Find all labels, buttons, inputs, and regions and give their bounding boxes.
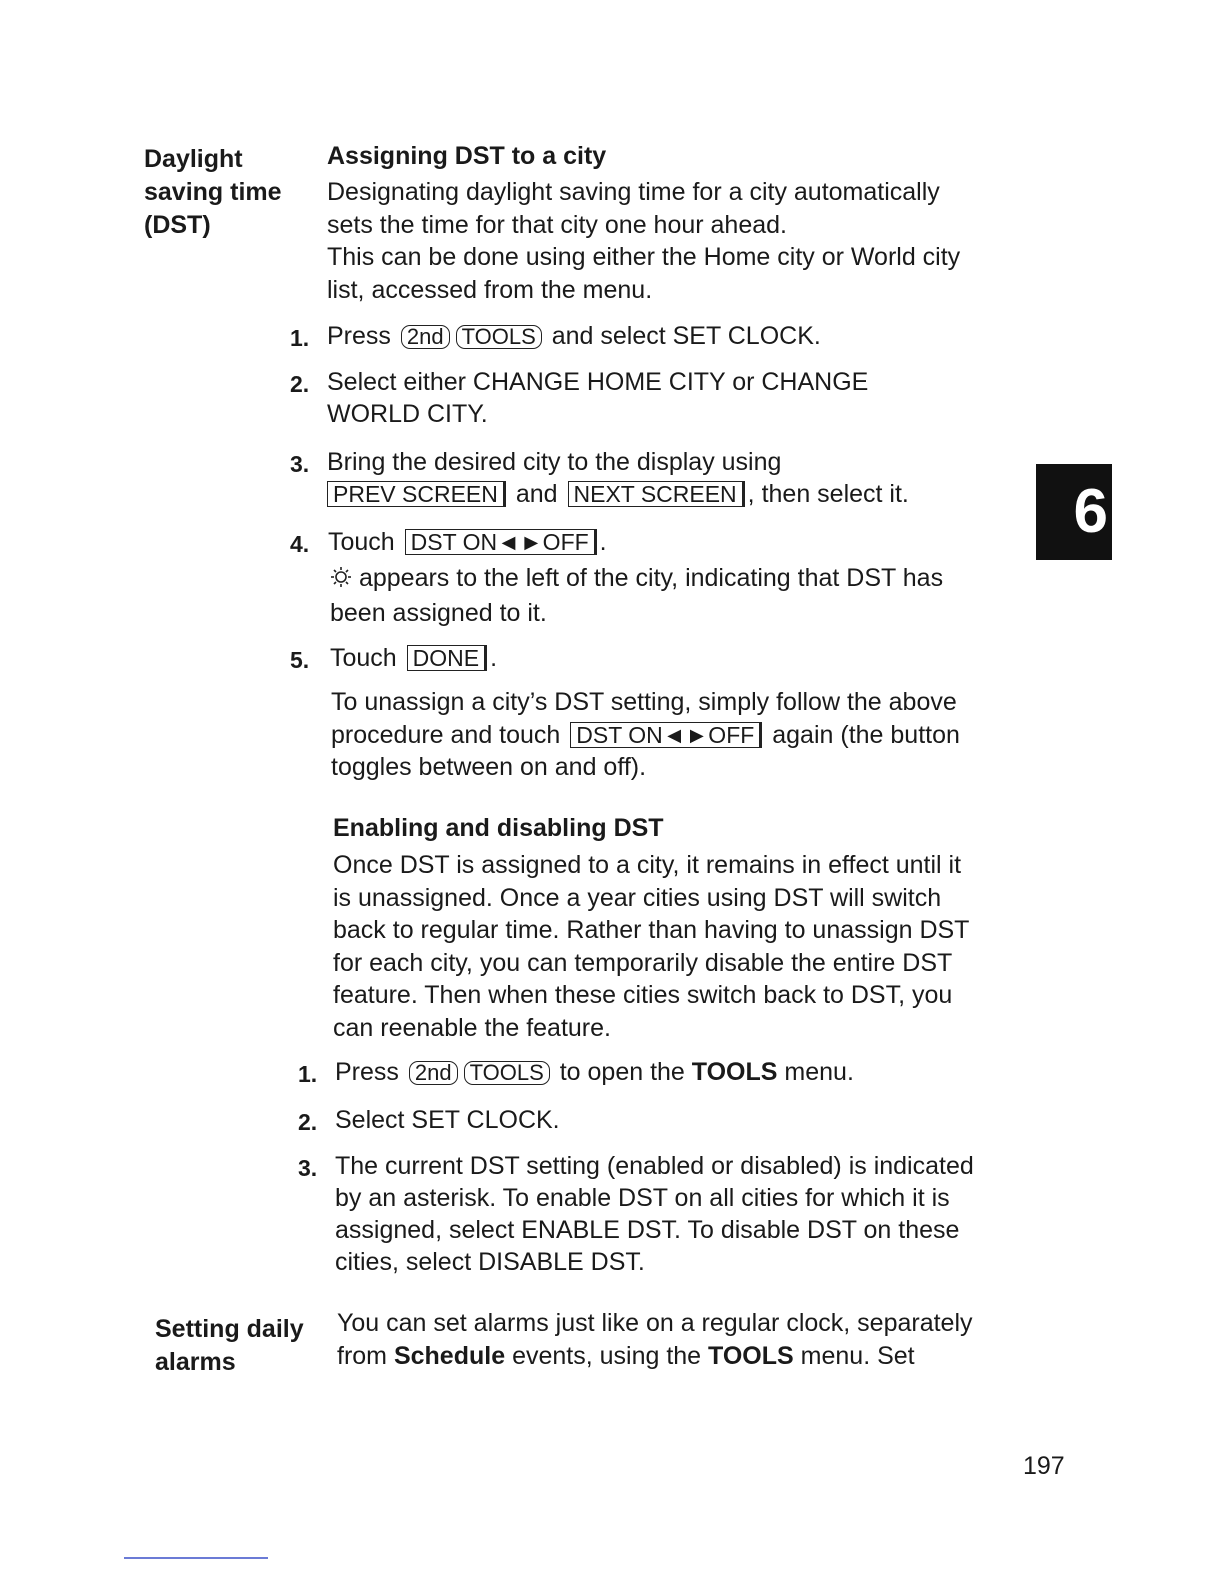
step-text: cities, select DISABLE DST. [335,1248,645,1276]
paragraph-line: You can set alarms just like on a regular clock, separately [337,1309,973,1337]
paragraph-line: toggles between on and off). [331,753,647,781]
paragraph-text: procedure and touch [331,720,561,749]
dst-sun-icon [330,564,352,597]
chapter-tab: 6 [1036,464,1112,560]
paragraph-line: list, accessed from the menu. [327,275,653,304]
step-text: . [599,528,607,556]
step-text: Press [327,322,391,350]
paragraph-line: This can be done using either the Home city or World city [327,243,961,271]
step-number: 2. [290,371,310,397]
section1-step-3 [290,446,909,510]
paragraph-text: menu. Set [800,1341,915,1370]
done-button: DONE [407,645,487,671]
section1-step-4-note [330,562,943,629]
step-text: . [490,644,498,672]
alarms-side-heading [155,1313,304,1379]
step-text: , then select it. [747,480,909,508]
step-number: 2. [298,1109,318,1135]
section1-title: Assigning DST to a city [327,142,607,170]
footer-line [124,1557,268,1559]
step-text: Select SET CLOCK. [335,1106,560,1134]
paragraph-line: sets the time for that city one hour ahead. [327,210,787,239]
paragraph-line: Designating daylight saving time for a city automatically [327,178,940,206]
step-text: Touch [330,644,397,672]
step-text: Select either CHANGE HOME CITY or CHANGE [327,368,869,396]
section1-step-1 [290,320,821,352]
step-number: 5. [290,647,310,673]
paragraph-line: can reenable the feature. [333,1013,611,1042]
unassign-paragraph [331,686,960,784]
paragraph-text: again (the button [772,720,960,749]
step-number: 3. [298,1155,318,1181]
step-text: Bring the desired city to the display using [327,448,782,476]
2nd-key: 2nd [409,1061,458,1085]
step-number: 1. [290,325,310,351]
section2-intro [333,849,969,1044]
side-heading-line: alarms [155,1348,236,1376]
dst-on-off-button: DST ON◄►OFF [570,722,762,748]
section1-step-5 [290,642,498,674]
paragraph-line: is unassigned. Once a year cities using DST will switch [333,883,942,912]
paragraph-line: feature. Then when these cities switch back to DST, you [333,981,953,1009]
prev-screen-button: PREV SCREEN [327,481,506,507]
paragraph-line: To unassign a city’s DST setting, simply follow the above [331,688,957,716]
note-text: been assigned to it. [330,598,547,627]
side-heading-line: Setting daily [155,1315,304,1343]
dst-side-heading [144,143,282,242]
tools-key: TOOLS [464,1061,550,1085]
alarms-paragraph [337,1307,973,1372]
side-heading-line: Daylight [144,145,243,173]
step-text: and select SET CLOCK. [551,322,821,350]
step-number: 1. [298,1061,318,1087]
step-text: Touch [328,528,395,556]
next-screen-button: NEXT SCREEN [568,481,745,507]
paragraph-line: for each city, you can temporarily disable the entire DST [333,948,953,977]
section1-step-4 [290,526,607,558]
step-text: and [515,480,558,508]
step-text: to open the [559,1058,685,1086]
section2-step-2 [298,1104,560,1136]
note-text: appears to the left of the city, indicating that DST has [358,564,944,592]
step-text: The current DST setting (enabled or disabled) is indicated [335,1152,974,1180]
paragraph-text: from [337,1341,387,1370]
section2-step-3 [298,1150,974,1278]
section2-step-1 [298,1056,854,1088]
paragraph-text: events, using the [512,1341,702,1370]
2nd-key: 2nd [401,325,450,349]
step-text: by an asterisk. To enable DST on all cities for which it is [335,1184,950,1212]
tools-key: TOOLS [456,325,542,349]
tools-menu-name: TOOLS [691,1058,778,1086]
step-number: 4. [290,531,310,557]
paragraph-line: Once DST is assigned to a city, it remains in effect until it [333,851,962,879]
step-text: menu. [784,1058,854,1086]
side-heading-line: saving time [144,178,282,206]
side-heading-line: (DST) [144,211,211,239]
schedule-name: Schedule [393,1341,506,1370]
section1-intro [327,176,960,306]
step-text: Press [335,1058,399,1086]
section2-title: Enabling and disabling DST [333,814,664,842]
section1-step-2 [290,366,869,430]
page-number: 197 [1023,1452,1065,1480]
paragraph-line: back to regular time. Rather than having to unassign DST [333,916,970,944]
dst-on-off-button: DST ON◄►OFF [405,529,597,555]
step-number: 3. [290,451,310,477]
step-text: WORLD CITY. [327,400,488,428]
tools-menu-name: TOOLS [708,1341,794,1370]
step-text: assigned, select ENABLE DST. To disable DST on these [335,1216,960,1244]
